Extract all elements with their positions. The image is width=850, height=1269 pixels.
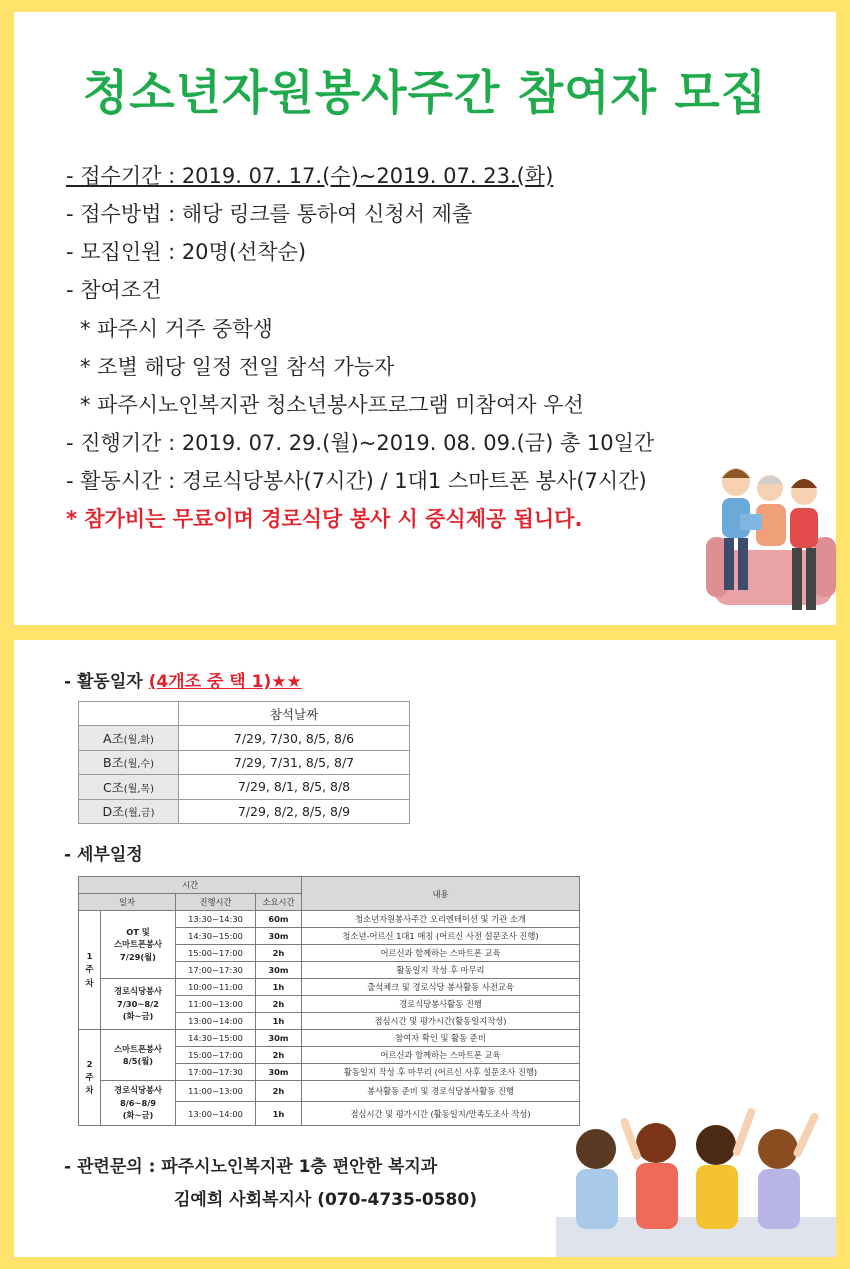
people-on-sofa-illustration bbox=[706, 452, 836, 627]
header-content: 내용 bbox=[302, 877, 580, 911]
time-cell: 13:00~14:00 bbox=[176, 1102, 256, 1126]
receipt-method: - 접수방법 : 해당 링크를 통하여 신청서 제출 bbox=[66, 202, 473, 226]
content-cell: 점심시간 및 평가시간 (활동일지/만족도조사 작성) bbox=[302, 1102, 580, 1126]
group-cell: 경로식당봉사 7/30~8/2 (화~금) bbox=[101, 979, 176, 1030]
dates-cell: 7/29, 8/1, 8/5, 8/8 bbox=[179, 775, 410, 799]
dates-cell: 7/29, 7/30, 8/5, 8/6 bbox=[179, 726, 410, 750]
duration-cell: 60m bbox=[256, 911, 302, 928]
duration-cell: 30m bbox=[256, 928, 302, 945]
content-cell: 참여자 확인 및 활동 준비 bbox=[302, 1030, 580, 1047]
duration-cell: 2h bbox=[256, 1081, 302, 1102]
table-row bbox=[79, 911, 580, 928]
duration-cell: 30m bbox=[256, 1030, 302, 1047]
week-cell: 2 주 차 bbox=[79, 1030, 101, 1126]
group-cell: B조(월,수) bbox=[79, 750, 179, 774]
time-cell: 15:00~17:00 bbox=[176, 945, 256, 962]
schedule-heading: - 세부일정 bbox=[64, 845, 143, 865]
receipt-period: - 접수기간 : 2019. 07. 17.(수)~2019. 07. 23.(화) bbox=[66, 164, 554, 188]
group-cell: C조(월,목) bbox=[79, 775, 179, 799]
table-row bbox=[79, 979, 580, 996]
condition-item: * 파주시노인복지관 청소년봉사프로그램 미참여자 우선 bbox=[80, 393, 584, 417]
duration-cell: 2h bbox=[256, 945, 302, 962]
conditions-title: - 참여조건 bbox=[66, 278, 162, 302]
duration-cell: 30m bbox=[256, 962, 302, 979]
time-cell: 11:00~13:00 bbox=[176, 996, 256, 1013]
content-cell: 어르신과 함께하는 스마트폰 교육 bbox=[302, 1047, 580, 1064]
duration-cell: 1h bbox=[256, 1102, 302, 1126]
table-row bbox=[79, 726, 410, 750]
condition-item: * 파주시 거주 중학생 bbox=[80, 317, 273, 341]
time-cell: 11:00~13:00 bbox=[176, 1081, 256, 1102]
group-cell: D조(월,금) bbox=[79, 799, 179, 823]
contact-line: - 관련문의 : 파주시노인복지관 1층 편안한 복지과 bbox=[64, 1157, 438, 1177]
duration-cell: 1h bbox=[256, 1013, 302, 1030]
time-cell: 10:00~11:00 bbox=[176, 979, 256, 996]
activity-heading-text: - 활동일자 bbox=[64, 672, 149, 692]
fee-note: * 참가비는 무료이며 경로식당 봉사 시 중식제공 됩니다. bbox=[66, 507, 583, 531]
duration-cell: 2h bbox=[256, 996, 302, 1013]
table-header-dates: 참석날짜 bbox=[179, 702, 410, 726]
content-cell: 출석체크 및 경로식당 봉사활동 사전교육 bbox=[302, 979, 580, 996]
detail-schedule-table bbox=[78, 876, 580, 1126]
content-cell: 봉사활동 준비 및 경로식당봉사활동 진행 bbox=[302, 1081, 580, 1102]
duration-cell: 1h bbox=[256, 979, 302, 996]
table-corner-cell bbox=[79, 702, 179, 726]
time-cell: 15:00~17:00 bbox=[176, 1047, 256, 1064]
content-cell: 청소년-어르신 1대1 매칭 (어르신 사전 설문조사 진행) bbox=[302, 928, 580, 945]
time-cell: 14:30~15:00 bbox=[176, 928, 256, 945]
content-cell: 점심시간 및 평가시간(활동일지작성) bbox=[302, 1013, 580, 1030]
contact-person: 김예희 사회복지사 (070-4735-0580) bbox=[174, 1190, 477, 1210]
group-cell: OT 및 스마트폰봉사 7/29(월) bbox=[101, 911, 176, 979]
dates-cell: 7/29, 8/2, 8/5, 8/9 bbox=[179, 799, 410, 823]
content-cell: 활동일지 작성 후 마무리 (어르신 사후 설문조사 진행) bbox=[302, 1064, 580, 1081]
recruit-info-card bbox=[14, 12, 836, 625]
group-cell: A조(월,화) bbox=[79, 726, 179, 750]
cheering-kids-illustration bbox=[556, 1097, 836, 1257]
header-progress: 진행시간 bbox=[176, 894, 256, 911]
header-time: 시간 bbox=[79, 877, 302, 894]
duration-cell: 30m bbox=[256, 1064, 302, 1081]
group-cell: 경로식당봉사 8/6~8/9 (화~금) bbox=[101, 1081, 176, 1126]
group-cell: 스마트폰봉사 8/5(월) bbox=[101, 1030, 176, 1081]
condition-item: * 조별 해당 일정 전일 참석 가능자 bbox=[80, 355, 395, 379]
time-cell: 13:00~14:00 bbox=[176, 1013, 256, 1030]
table-row bbox=[79, 775, 410, 799]
table-row bbox=[79, 750, 410, 774]
content-cell: 어르신과 함께하는 스마트폰 교육 bbox=[302, 945, 580, 962]
week-cell: 1 주 차 bbox=[79, 911, 101, 1030]
activity-dates-heading bbox=[64, 667, 302, 692]
schedule-card bbox=[14, 640, 836, 1257]
header-date: 일자 bbox=[79, 894, 176, 911]
content-cell: 활동일지 작성 후 마무리 bbox=[302, 962, 580, 979]
table-row bbox=[79, 1081, 580, 1102]
table-row bbox=[79, 1030, 580, 1047]
duration-cell: 2h bbox=[256, 1047, 302, 1064]
time-cell: 14:30~15:00 bbox=[176, 1030, 256, 1047]
time-cell: 17:00~17:30 bbox=[176, 962, 256, 979]
time-cell: 13:30~14:30 bbox=[176, 911, 256, 928]
content-cell: 청소년자원봉사주간 오리엔테이션 및 기관 소개 bbox=[302, 911, 580, 928]
time-cell: 17:00~17:30 bbox=[176, 1064, 256, 1081]
dates-cell: 7/29, 7/31, 8/5, 8/7 bbox=[179, 750, 410, 774]
recruit-count: - 모집인원 : 20명(선착순) bbox=[66, 240, 307, 264]
activity-duration: - 진행기간 : 2019. 07. 29.(월)~2019. 08. 09.(금) 총 10일간 bbox=[66, 431, 655, 455]
content-cell: 경로식당봉사활동 진행 bbox=[302, 996, 580, 1013]
activity-heading-highlight: (4개조 중 택 1)★★ bbox=[148, 672, 302, 692]
activity-hours: - 활동시간 : 경로식당봉사(7시간) / 1대1 스마트폰 봉사(7시간) bbox=[66, 469, 647, 493]
table-row bbox=[79, 799, 410, 823]
header-duration: 소요시간 bbox=[256, 894, 302, 911]
group-dates-table bbox=[78, 701, 410, 824]
page-title: 청소년자원봉사주간 참여자 모집 bbox=[82, 66, 768, 121]
table-header-row bbox=[79, 702, 410, 726]
table-header-row bbox=[79, 877, 580, 894]
